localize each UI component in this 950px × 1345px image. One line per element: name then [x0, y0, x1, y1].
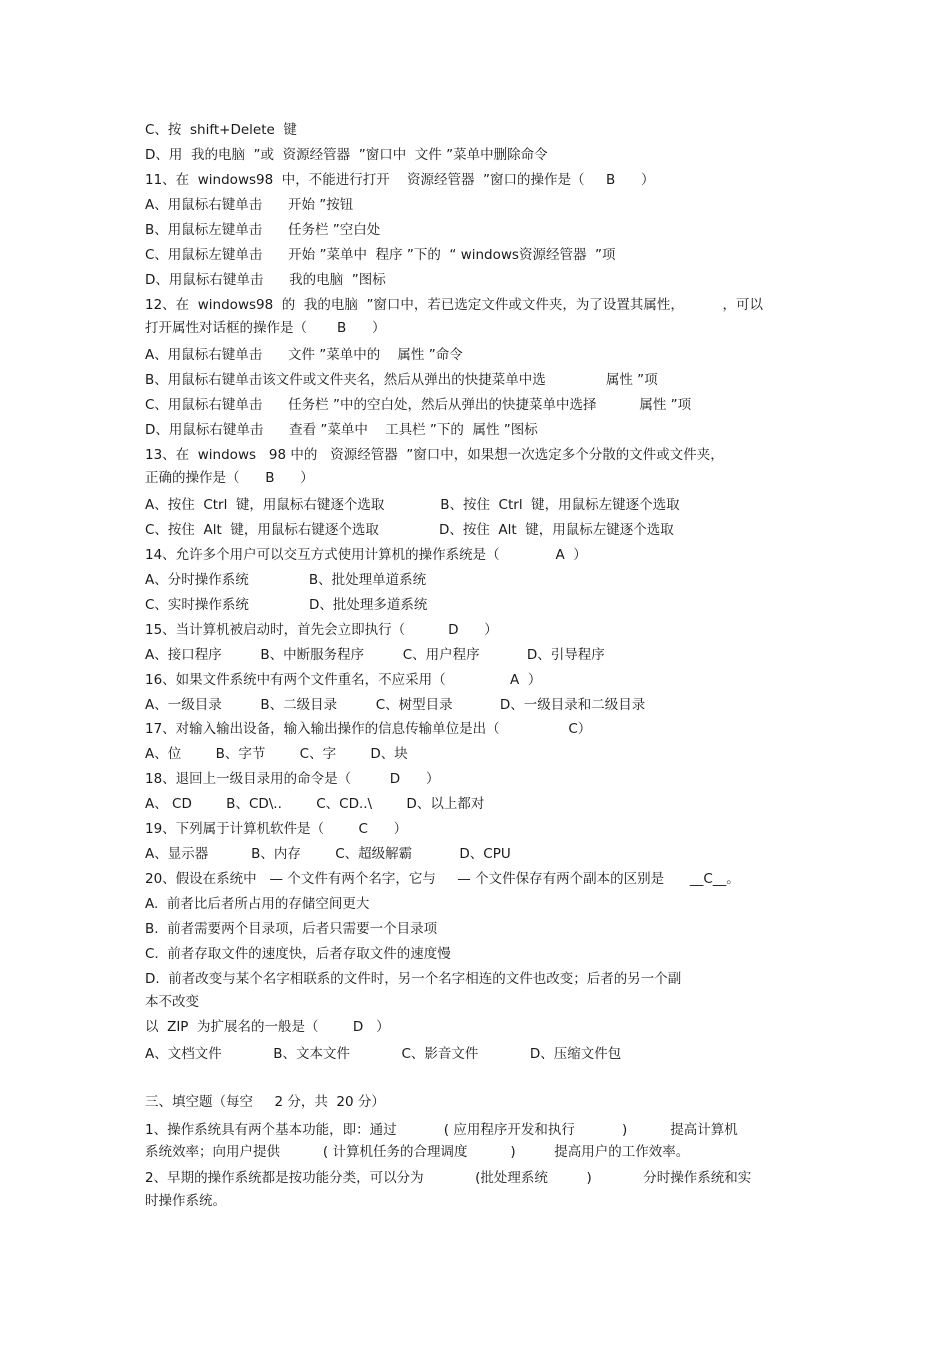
fill-question-2: 2、早期的操作系统都是按功能分类，可以分为 (批处理系统 ) 分时操作系统和实 — [145, 1170, 752, 1186]
option-line: A、按住 Ctrl 键，用鼠标右键逐个选取 B、按住 Ctrl 键，用鼠标左键逐个选取 — [145, 497, 680, 513]
option-line: D、用鼠标右键单击 查看 ”菜单中 工具栏 ”下的 属性 ”图标 — [145, 422, 538, 438]
question-16: 16、如果文件系统中有两个文件重名，不应采用（ A ） — [145, 672, 542, 688]
question-12: 12、在 windows98 的 我的电脑 ”窗口中，若已选定文件或文件夹，为了设置其属性， ，可以 — [145, 297, 764, 313]
option-line: D、用鼠标右键单击 我的电脑 ”图标 — [145, 272, 386, 288]
question-15: 15、当计算机被启动时，首先会立即执行（ D ） — [145, 622, 498, 638]
question-20: 20、假设在系统中 — 个文件有两个名字，它与 — 个文件保存有两个副本的区别是 __C__。 — [145, 871, 740, 887]
question-19: 19、下列属于计算机软件是（ C ） — [145, 821, 408, 837]
option-line: C、用鼠标右键单击 任务栏 ”中的空白处，然后从弹出的快捷菜单中选择 属性 ”项 — [145, 397, 692, 413]
fill-question-1: 1、操作系统具有两个基本功能，即：通过 ( 应用程序开发和执行 ) 提高计算机 — [145, 1122, 738, 1138]
option-line: B、用鼠标右键单击该文件或文件夹名，然后从弹出的快捷菜单中选 属性 ”项 — [145, 372, 658, 388]
question-11: 11、在 windows98 中，不能进行打开 资源经管器 ”窗口的操作是（ B ） — [145, 172, 655, 188]
option-line: C、实时操作系统 D、批处理多道系统 — [145, 597, 428, 613]
question-13: 13、在 windows 98 中的 资源经管器 ”窗口中，如果想一次选定多个分散的文件或文件夹， — [145, 447, 724, 463]
fill-question-1-cont: 系统效率；向用户提供 ( 计算机任务的合理调度 ) 提高用户的工作效率。 — [145, 1144, 690, 1160]
text-line: D、用 我的电脑 ”或 资源经管器 ”窗口中 文件 ”菜单中删除命令 — [145, 147, 548, 163]
option-line: C、用鼠标左键单击 开始 ”菜单中 程序 ”下的 “ windows资源经管器 ”项 — [145, 247, 616, 263]
question-13-cont: 正确的操作是（ B ） — [145, 470, 314, 486]
option-line: A、用鼠标右键单击 文件 ”菜单中的 属性 ”命令 — [145, 347, 463, 363]
question-17: 17、对输入输出设备，输入输出操作的信息传输单位是出（ C） — [145, 721, 592, 737]
section-heading: 三、填空题（每空 2 分，共 20 分） — [145, 1094, 385, 1110]
option-line: D. 前者改变与某个名字相联系的文件时，另一个名字相连的文件也改变；后者的另一个副 — [145, 971, 682, 987]
option-line: A、 CD B、CD\.. C、CD..\ D、以上都对 — [145, 796, 485, 812]
option-line: A、分时操作系统 B、批处理单道系统 — [145, 572, 427, 588]
option-line: A、接口程序 B、中断服务程序 C、用户程序 D、引导程序 — [145, 647, 605, 663]
option-line-cont: 本不改变 — [145, 994, 199, 1010]
option-line: A、位 B、字节 C、字 D、块 — [145, 746, 408, 762]
option-line: A、文档文件 B、文本文件 C、影音文件 D、压缩文件包 — [145, 1046, 622, 1062]
question-14: 14、允许多个用户可以交互方式使用计算机的操作系统是（ A ） — [145, 547, 587, 563]
option-line: B、用鼠标左键单击 任务栏 ”空白处 — [145, 222, 381, 238]
question-18: 18、退回上一级目录用的命令是（ D ） — [145, 771, 440, 787]
fill-question-2-cont: 时操作系统。 — [145, 1193, 226, 1209]
option-line: C、按住 Alt 键，用鼠标右键逐个选取 D、按住 Alt 键，用鼠标左键逐个选取 — [145, 522, 674, 538]
option-line: A、显示器 B、内存 C、超级解霸 D、CPU — [145, 846, 511, 862]
text-line: C、按 shift+Delete 键 — [145, 122, 297, 138]
option-line: C. 前者存取文件的速度快，后者存取文件的速度慢 — [145, 946, 451, 962]
question-12-cont: 打开属性对话框的操作是（ B ） — [145, 320, 386, 336]
question-zip: 以 ZIP 为扩展名的一般是（ D ） — [145, 1019, 390, 1035]
option-line: B. 前者需要两个目录项，后者只需要一个目录项 — [145, 921, 438, 937]
option-line: A. 前者比后者所占用的存储空间更大 — [145, 896, 370, 912]
option-line: A、用鼠标右键单击 开始 ”按钮 — [145, 197, 354, 213]
option-line: A、一级目录 B、二级目录 C、树型目录 D、一级目录和二级目录 — [145, 697, 646, 713]
